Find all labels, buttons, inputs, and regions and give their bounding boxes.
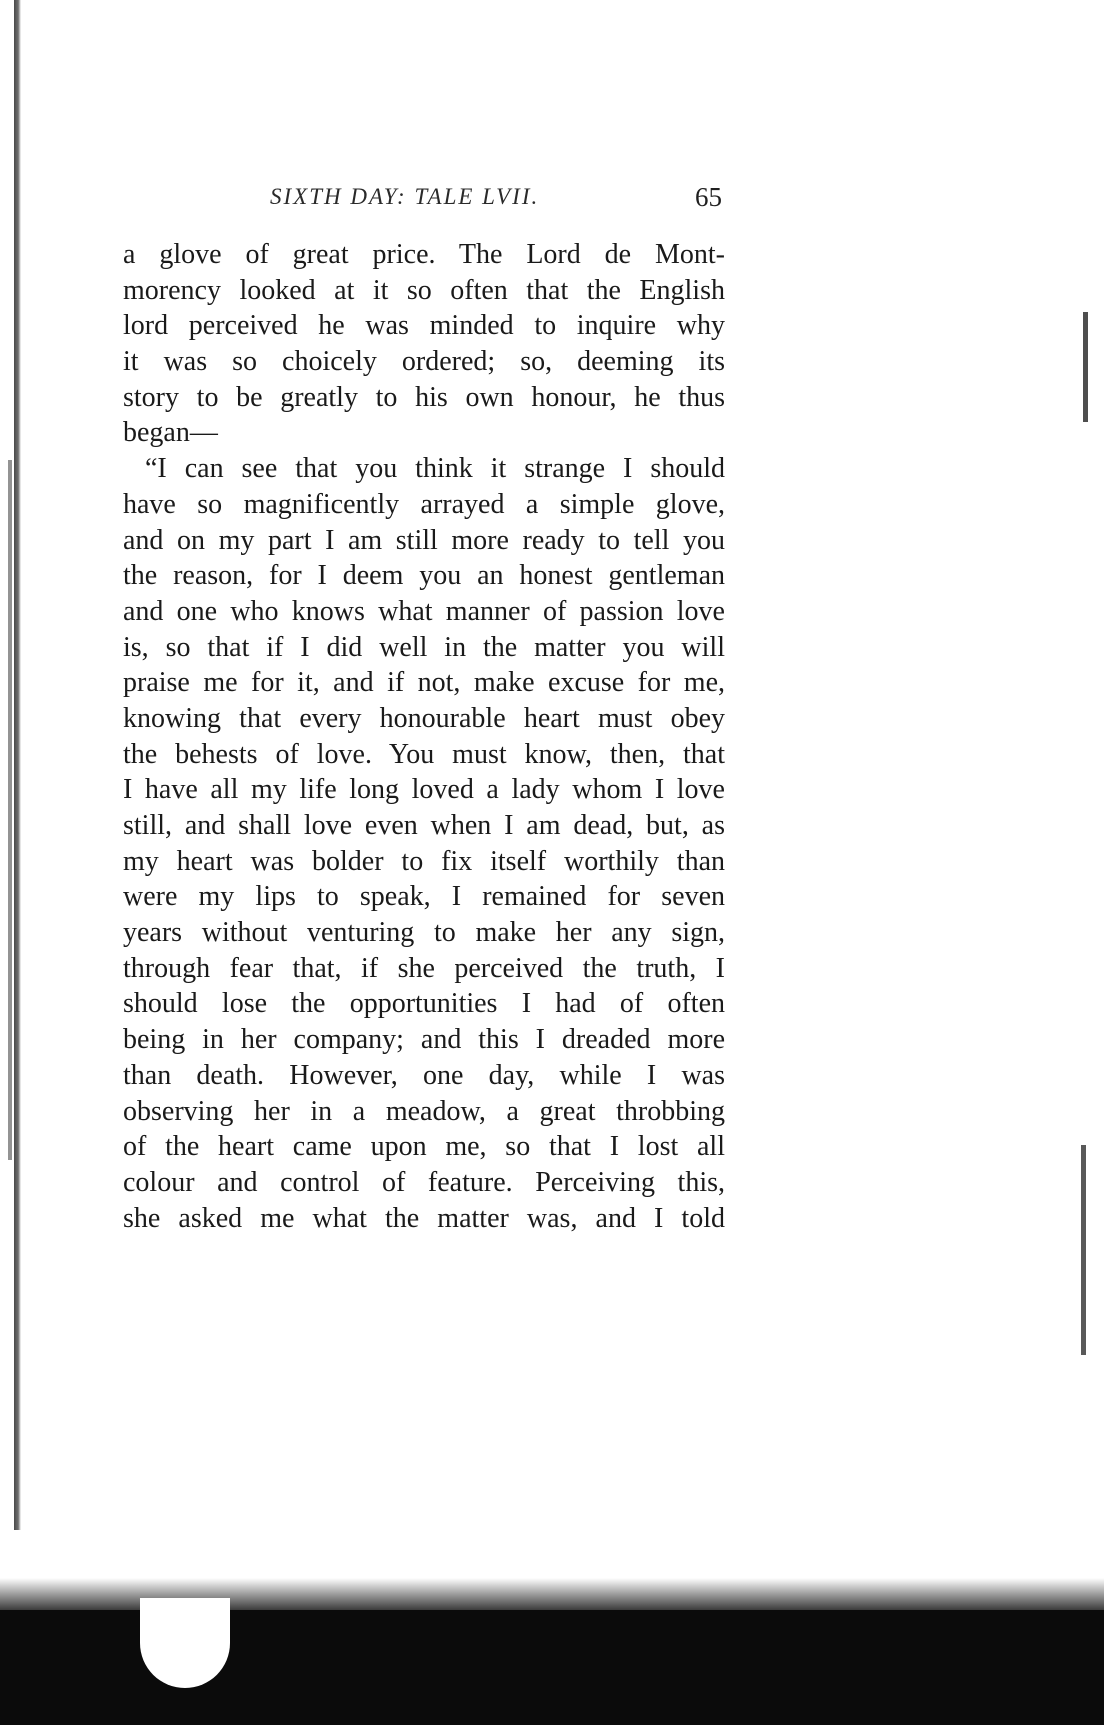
scan-edge-right-upper <box>1083 312 1088 422</box>
scan-edge-left-inner <box>8 460 12 1160</box>
text-line: colour and control of feature. Perceiving this, <box>123 1166 725 1198</box>
text-line: morency looked at it so often that the English <box>123 274 725 306</box>
text-line: should lose the opportunities I had of often <box>123 988 725 1020</box>
text-line: a glove of great price. The Lord de Mont- <box>123 239 725 270</box>
text-line: my heart was bolder to fix itself worthily than <box>123 845 725 877</box>
text-line: being in her company; and this I dreaded more <box>123 1024 725 1056</box>
running-head <box>125 182 725 222</box>
text-line: lord perceived he was minded to inquire why <box>123 310 725 342</box>
text-line: of the heart came upon me, so that I lost all <box>123 1131 725 1163</box>
body-text <box>123 237 725 1236</box>
scan-bottom-notch <box>140 1598 230 1688</box>
text-line: story to be greatly to his own honour, he thus <box>123 381 725 413</box>
text-line: still, and shall love even when I am dead, but, as <box>123 810 725 841</box>
scan-edge-left <box>14 0 21 1530</box>
text-line: I have all my life long loved a lady whom I love <box>123 774 725 806</box>
running-head-title: SIXTH DAY: TALE LVII. <box>270 184 540 209</box>
text-line: have so magnificently arrayed a simple glove, <box>123 488 725 520</box>
text-line: were my lips to speak, I remained for seven <box>123 881 725 913</box>
text-line: the behests of love. You must know, then, that <box>123 738 725 770</box>
text-line: is, so that if I did well in the matter you will <box>123 631 725 663</box>
text-line: than death. However, one day, while I was <box>123 1059 725 1091</box>
text-line: years without venturing to make her any sign, <box>123 917 725 949</box>
text-line: knowing that every honourable heart must obey <box>123 702 725 734</box>
text-line: it was so choicely ordered; so, deeming its <box>123 346 725 378</box>
text-line: through fear that, if she perceived the truth, I <box>123 952 725 984</box>
text-line: praise me for it, and if not, make excuse for me, <box>123 667 725 699</box>
page-number: 65 <box>695 182 722 212</box>
text-line: the reason, for I deem you an honest gentleman <box>123 560 725 592</box>
text-line: began— <box>123 417 218 449</box>
text-line: she asked me what the matter was, and I told <box>123 1202 725 1234</box>
text-line: and on my part I am still more ready to tell you <box>123 524 725 556</box>
text-line: “I can see that you think it strange I should <box>145 453 725 485</box>
scan-edge-right-lower <box>1081 1145 1086 1355</box>
text-line: and one who knows what manner of passion love <box>123 595 725 627</box>
text-line: observing her in a meadow, a great throbbing <box>123 1095 725 1127</box>
